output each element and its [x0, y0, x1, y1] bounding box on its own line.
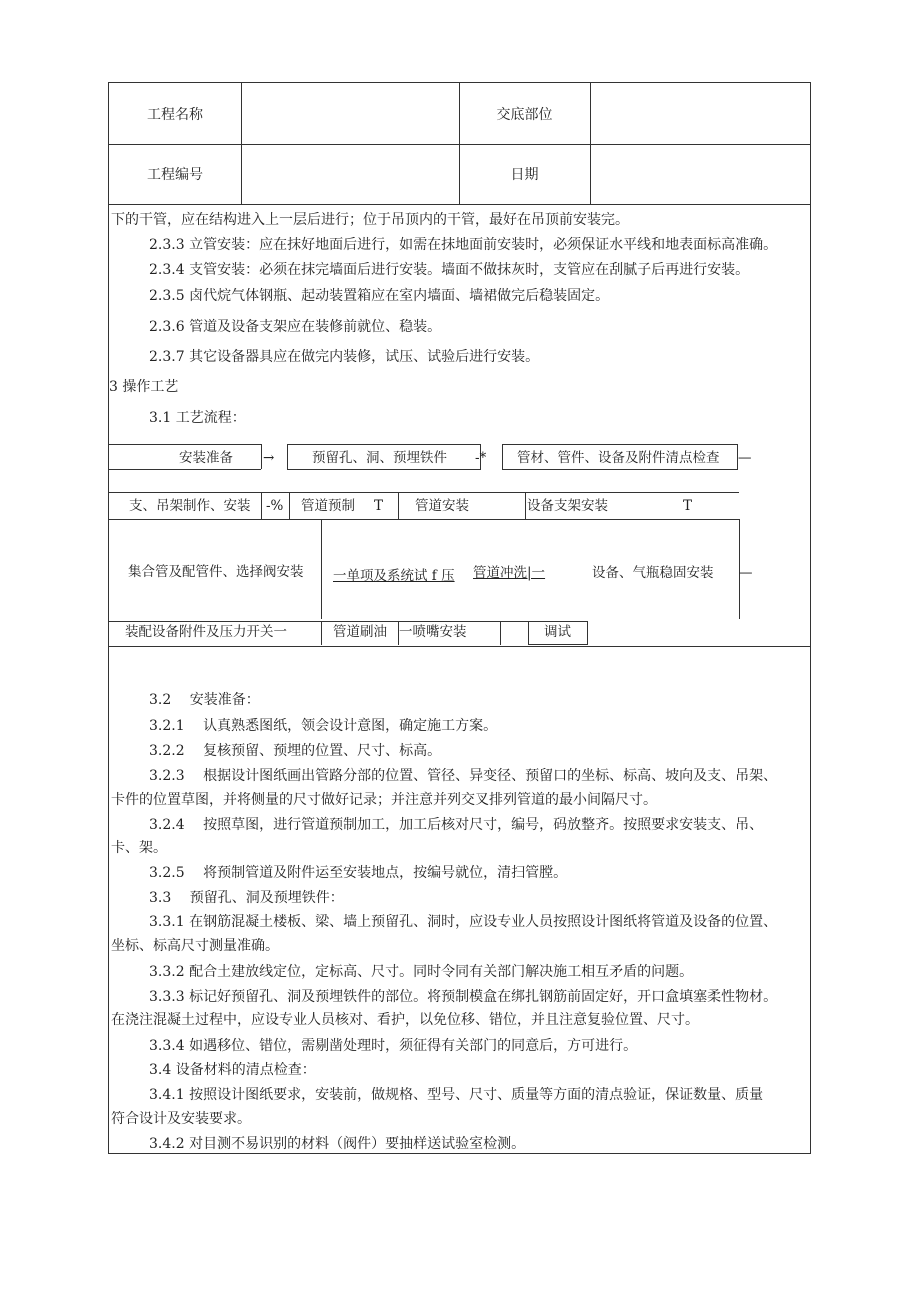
arrow-icon: -%: [266, 498, 284, 514]
paragraph-2-3-3: 2.3.3 立管安装：应在抹好地面后进行，如需在抹地面前安装时，必须保证水平线和地表面标高准确。: [149, 237, 778, 253]
paragraph-3-2-1: 3.2.1 认真熟悉图纸，领会设计意图，确定施工方案。: [149, 718, 498, 734]
paragraph-2-3-5: 2.3.5 卤代烷气体钢瓶、起动装置箱应在室内墙面、墙裙做完后稳装固定。: [149, 288, 610, 304]
paragraph-3-3-1: 3.3.1 在钢筋混凝土楼板、梁、墙上预留孔、洞时，应设专业人员按照设计图纸将管道及设备的位置、: [149, 914, 778, 930]
flow-step-inspection: 管材、管件、设备及附件清点检查: [517, 450, 720, 466]
paragraph-3-4-1: 3.4.1 按照设计图纸要求，安装前，做规格、型号、尺寸、质量等方面的清点验证，保证数量、质量: [149, 1087, 764, 1103]
date-label: 日期: [459, 144, 591, 204]
paragraph-3-2-4-cont: 卡、架。: [111, 840, 167, 856]
flow-line: [109, 621, 587, 622]
paragraph-3-3-3: 3.3.3 标记好预留孔、洞及预埋铁件的部位。将预制模盒在绑扎钢筋前固定好，开口盒填塞柔性物材。: [149, 989, 778, 1005]
project-number-label: 工程编号: [109, 144, 242, 204]
heading-3: 3 操作工艺: [109, 379, 179, 395]
flow-step-equipment-support: 设备支架安装: [527, 498, 608, 514]
flow-line: [321, 519, 322, 619]
flow-step-pressure-switch: 装配设备附件及压力开关一: [125, 624, 287, 640]
paragraph-2-3-4: 2.3.4 支管安装：必须在抹完墙面后进行安装。墙面不做抹灰时，支管应在刮腻子后再进行安装。: [149, 262, 750, 278]
heading-3-2: 3.2 安装准备：: [149, 692, 260, 708]
flow-line: [261, 444, 262, 469]
flow-connector: —: [738, 450, 752, 466]
flow-step-manifold: 集合管及配管件、选择阀安装: [128, 564, 304, 580]
flow-line: [261, 492, 262, 519]
project-name-label: 工程名称: [109, 83, 242, 144]
paragraph-3-3-2: 3.3.2 配合土建放线定位，定标高、尺寸。同时令同有关部门解决施工相互矛盾的问题。: [149, 964, 694, 980]
project-number-value[interactable]: [241, 144, 460, 204]
paragraph-2-3-6: 2.3.6 管道及设备支架应在装修前就位、稳装。: [149, 319, 442, 335]
handover-part-label: 交底部位: [459, 83, 591, 144]
flow-step-reserved-holes: 预留孔、洞、预埋铁件: [312, 450, 447, 466]
section-divider: [109, 646, 810, 647]
flow-line: [525, 492, 526, 519]
document-frame: [108, 82, 811, 1154]
header-row-1: [109, 83, 810, 145]
flow-step-cylinder-install: 设备、气瓶稳固安装: [592, 565, 714, 581]
flow-connector: —: [739, 565, 753, 581]
paragraph-3-2-4: 3.2.4 按照草图，进行管道预制加工，加工后核对尺寸，编号，码放整齐。按照要求安装支、吊、: [149, 817, 764, 833]
paragraph-line: 下的干管，应在结构进入上一层后进行；位于吊顶内的干管，最好在吊顶前安装完。: [111, 212, 629, 228]
flow-step-painting: 管道刷油: [333, 624, 387, 640]
flow-line: [109, 469, 261, 470]
header-row-2: [109, 144, 810, 205]
paragraph-3-2-3: 3.2.3 根据设计图纸画出管路分部的位置、管径、异变径、预留口的坐标、标高、坡向及支、吊架、: [149, 768, 778, 784]
paragraph-3-3-3-cont: 在浇注混凝土过程中，应设专业人员核对、看护，以免位移、错位，并且注意复验位置、尺寸。: [111, 1012, 699, 1028]
heading-3-1: 3.1 工艺流程：: [149, 410, 246, 426]
heading-3-3: 3.3 预留孔、洞及预埋铁件：: [149, 890, 344, 906]
flow-line: [500, 621, 501, 645]
flow-line: [109, 519, 739, 520]
flow-mark-t: T: [374, 498, 384, 514]
heading-3-4: 3.4 设备材料的清点检查：: [149, 1062, 316, 1078]
paragraph-3-4-1-cont: 符合设计及安装要求。: [111, 1111, 251, 1127]
flow-step-pressure-test: 一单项及系统试 f 压: [333, 568, 455, 584]
project-name-value[interactable]: [241, 83, 460, 144]
flow-step-preparation: 安装准备: [179, 450, 233, 466]
paragraph-3-3-1-cont: 坐标、标高尺寸测量准确。: [111, 938, 279, 954]
flow-step-pipe-install: 管道安装: [415, 498, 469, 514]
date-value[interactable]: [590, 144, 810, 204]
flow-line: [109, 492, 739, 493]
flow-step-nozzle: 一喷嘴安装: [399, 624, 467, 640]
paragraph-3-4-2: 3.4.2 对目测不易识别的材料（阀件）要抽样送试验室检测。: [149, 1136, 526, 1152]
handover-part-value[interactable]: [590, 83, 810, 144]
arrow-icon: -*: [475, 450, 487, 466]
arrow-icon: →: [263, 450, 275, 466]
paragraph-3-2-2: 3.2.2 复核预留、预埋的位置、尺寸、标高。: [149, 743, 442, 759]
paragraph-3-2-3-cont: 卡件的位置草图，并将侧量的尺寸做好记录；并注意并列交叉排列管道的最小间隔尺寸。: [111, 792, 657, 808]
flow-line: [289, 492, 290, 519]
flow-line: [109, 444, 261, 445]
flow-step-flushing: 管道冲洗|一: [473, 565, 546, 581]
paragraph-3-3-4: 3.3.4 如遇移位、错位，需剔凿处理时，须征得有关部门的同意后，方可进行。: [149, 1038, 638, 1054]
flow-step-supports: 支、吊架制作、安装: [129, 498, 251, 514]
flow-line: [398, 492, 399, 519]
paragraph-3-2-5: 3.2.5 将预制管道及附件运至安装地点，按编号就位，清扫管膛。: [149, 865, 568, 881]
flow-step-debug: 调试: [544, 624, 571, 640]
flow-line: [321, 621, 322, 645]
paragraph-2-3-7: 2.3.7 其它设备器具应在做完内装修，试压、试验后进行安装。: [149, 349, 540, 365]
flow-step-prefabrication: 管道预制: [301, 498, 355, 514]
flow-mark-t: T: [683, 498, 693, 514]
